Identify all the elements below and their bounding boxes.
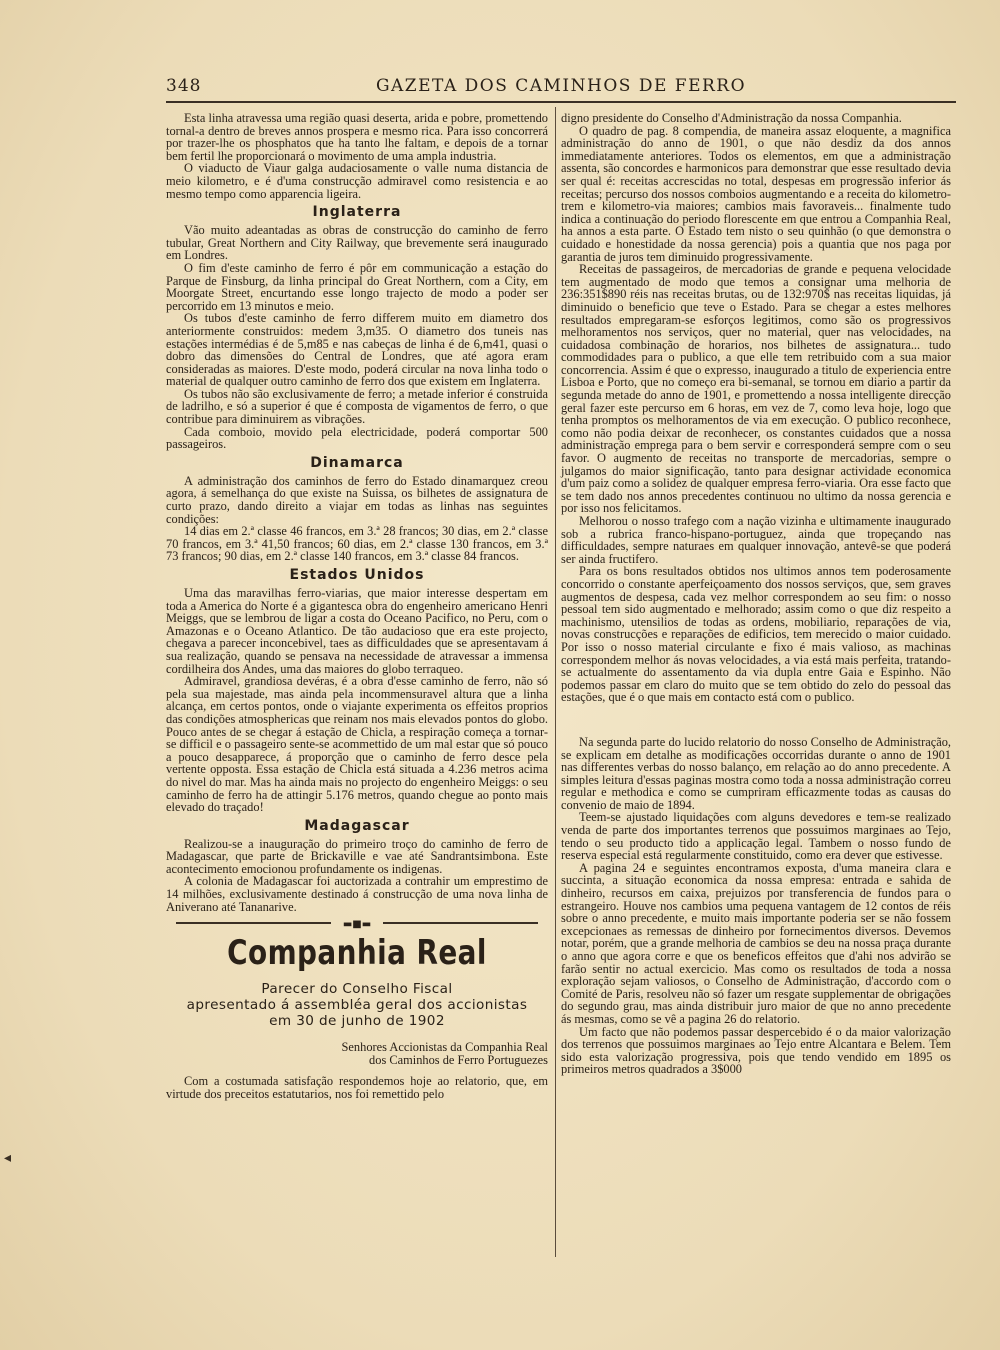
- paragraph: A pagina 24 e seguintes encontramos exposta, d'uma maneira clara e succinta, a situação economica da nossa empresa: entrada e sahida de dinheiro, recursos em caixa, prejuizos por transferencia de fundos para o estrangeiro. Houve nos cambios uma pequena vantagem de 12 contos de réis sobre o anno precedente, e muito mais importante poderia ser se não fossem excepcionaes as remessas de dinheiro por fornecimentos diversos. Devemos notar, porém, que a grande melhoria de cambios se deu na nossa praça durante o anno que agora corre e que os beneficos effeitos que d'ahi nos advirão se farão sentir no actual exercicio. Mas como os resultados de toda a nossa exploração sejam valiosos, o Conselho de Administração, d'accordo com o Comité de Paris, resolveu não só fazer um resgate supplementar de obrigações do segundo grau, mas ainda distribuir juro maior de que no anno precedente ás mesmas, como se vê a pagina 26 do relatorio.: [561, 860, 951, 1026]
- paragraph: Melhorou o nosso trafego com a nação vizinha e ultimamente inaugurado sob a rubrica franco-hispano-portuguez, ainda que tropeçando nas difficuldades, sempre naturaes em qualquer innovação, antevê-se que poderá ser ainda fructifero.: [561, 514, 951, 566]
- paragraph: 14 dias em 2.ª classe 46 francos, em 3.ª 28 francos; 30 dias, em 2.ª classe 70 francos, em 3.ª 41,50 francos; 60 dias, em 2.ª classe 130 francos, em 3.ª 73 francos; 90 dias, em 2.ª classe 140 francos, em 3.ª classe 84 francos.: [166, 524, 548, 564]
- article-subtitle-line-2: apresentado á assembléa geral dos accionistas: [186, 997, 528, 1014]
- paragraph: Teem-se ajustado liquidações com alguns devedores e tem-se realizado venda de parte dos importantes terrenos que possuimos marginaes ao Tejo, tendo o seu producto tido a applicação legal. Tambem o nosso fundo de reserva especial está regularmente constituido, como era dever que estivesse.: [561, 810, 951, 863]
- paragraph: Vão muito adeantadas as obras de construcção do caminho de ferro tubular, Great Northern and City Railway, que brevemente será inaugurado em Londres.: [166, 223, 548, 263]
- paragraph: Admiravel, grandiosa devéras, é a obra d'esse caminho de ferro, não só pela sua majestade, mas ainda pela incommensuravel altura que a linha alcança, em certos pontos, onde o viajante experimenta os effeitos proprios das condições atmosphericas que reinam nos mais elevados pontos do globo. Pouco antes de se chegar á estação de Chicla, a respiração começa a tornar-se difficil e o passageiro sente-se acommettido de um mal estar que só pouco a pouco desapparece, á proporção que o caminho de ferro desce pela vertente opposta. Essa estação de Chicla está situada a 4.236 metros acima do nivel do mar. Mas ha ainda mais no projecto do engenheiro Meiggs: o seu caminho de ferro ha de attingir 5.176 metros, quando chegue ao ponto mais elevado do traçado!: [166, 674, 548, 815]
- paragraph: O viaducto de Viaur galga audaciosamente o valle numa distancia de meio kilometro, e é d'uma construcção admiravel como resistencia e ao mesmo tempo como apparencia ligeira.: [166, 161, 548, 201]
- section-gap: [561, 704, 951, 736]
- right-column: [561, 112, 951, 1076]
- paragraph: Uma das maravilhas ferro-viarias, que maior interesse despertam em toda a America do Norte é a gigantesca obra do engenheiro americano Henri Meiggs, que se lembrou de ligar a costa do Oceano Pacifico, no Peru, com o Amazonas e o Oceano Atlantico. De tão audacioso que era este projecto, chegava a parecer inconcebivel, taes as difficuldades que se apresentavam á sua realização, quando se pensava na necessidade de atravessar a immensa cordilheira dos Andes, uma das maiores do globo terraqueo.: [166, 586, 548, 676]
- paragraph: digno presidente do Conselho d'Administração da nossa Companhia.: [561, 111, 902, 125]
- ornamental-divider: [166, 917, 548, 929]
- paragraph: Com a costumada satisfação respondemos hoje ao relatorio, que, em virtude dos preceitos estatutarios, nos foi remettido pelo: [166, 1074, 548, 1101]
- section-heading-inglaterra: Inglaterra: [312, 204, 402, 221]
- salutation-line-1: Senhores Accionistas da Companhia Real: [341, 1040, 548, 1055]
- paragraph: Para os bons resultados obtidos nos ultimos annos tem poderosamente concorrido o constante aperfeiçoamento dos nossos serviços, que, sem graves augmentos de despesa, cada vez melhor correspondem ao seu fim: o nosso pessoal tem sido augmentado e melhorado; assim como o que diz respeito a machinismo, utensilios de todas as ordens, mobiliario, reparações de via, novas construcções e reparações de edificios, tem merecido o maior cuidado. Por isso o nosso material circulante e fixo é mais valioso, as machinas correspondem melhor ás novas velocidades, a via está mais perfeita, tratando-se actualmente do assentamento da via dupla entre Gaia e Espinho. Não podemos passar em claro do muito que se tem obtido do zelo do pessoal das estações, que é o que mais em contacto está com o publico.: [561, 564, 951, 705]
- page-number: 348: [166, 76, 202, 96]
- section-heading-madagascar: Madagascar: [304, 817, 410, 834]
- paragraph: Cada comboio, movido pela electricidade, poderá comportar 500 passageiros.: [166, 424, 548, 452]
- paragraph: Os tubos não são exclusivamente de ferro; a metade inferior é construida de ladrilho, e só a superior é que é composta de vigamentos de ferro, o que contribue para diminuirem as vibrações.: [166, 386, 548, 427]
- salutation-line-2: dos Caminhos de Ferro Portuguezes: [369, 1053, 548, 1068]
- salutation: [166, 1041, 548, 1067]
- paragraph: O quadro de pag. 8 compendia, de maneira assaz eloquente, a magnifica administração do anno de 1901, o que não desdiz da dos annos immediatamente anteriores. Todos os elementos, em que a administração assenta, são concordes e harmonicos para demonstrar que esse resultado devia ser qual é: receitas accrescidas no total, despesas em progressão inferior ás receitas; percurso dos nossos comboios augmentando e a receita do kilometro-trem e kilometro-via maiores; cambios mais favoraveis... finalmente tudo indica a continuação do periodo florescente em que entrou a Companhia Real, ha annos a esta parte. O Estado tem nisto o seu quinhão (o que demonstra o cuidado e honestidade da nossa gerencia) pois a quantia que nos paga por garantia de juros tem diminuido progressivamente.: [561, 123, 951, 264]
- paragraph: O fim d'este caminho de ferro é pôr em communicação a estação do Parque de Finsburg, da linha principal do Great Northern, com a City, em Moorgate Street, encurtando esse longo trajecto de modo a poder ser percorrido em 13 minutos e meio.: [166, 260, 548, 313]
- article-subtitle-line-3: em 30 de junho de 1902: [269, 1013, 445, 1030]
- paragraph: Realizou-se a inauguração do primeiro troço do caminho de ferro de Madagascar, que parte de Brickaville e vae até Sandrantsimbona. Este acontecimento emocionou profundamente os indigenas.: [166, 836, 548, 876]
- running-title: GAZETA DOS CAMINHOS DE FERRO: [375, 76, 747, 96]
- divider-line-right: [383, 922, 538, 924]
- train-ornament-icon: ▬■▬: [342, 919, 372, 931]
- paragraph: Um facto que não podemos passar despercebido é o da maior valorização dos terrenos que possuimos marginaes ao Tejo entre Alcantara e Belem. Tem sido esta valorização progressiva, pois que tendo vendido em 1895 os primeiros metros quadrados a 3$000: [561, 1024, 951, 1077]
- header-rule: [166, 101, 956, 103]
- paragraph: A colonia de Madagascar foi auctorizada a contrahir um emprestimo de 14 milhões, exclusivamente destinado á construcção de uma nova linha de Aniverano até Tananarive.: [166, 874, 548, 914]
- article-subtitle-line-1: Parecer do Conselho Fiscal: [261, 981, 453, 998]
- paragraph: A administração dos caminhos de ferro do Estado dinamarquez creou agora, á semelhança do que existe na Suissa, os bilhetes de assignatura de curto prazo, dando direito a viajar em todas as linhas nas seguintes condições:: [166, 473, 548, 526]
- left-column: [166, 112, 548, 1100]
- paragraph: Os tubos d'este caminho de ferro differem muito em diametro dos anteriormente construidos: medem 3,m35. O diametro dos tuneis nas estações intermédias é de 5,m85 e nas cabeças de linha é de 6,m41, quasi o dobro das dimensões do Central de Londres, que até agora eram consideradas as maiores. D'este modo, poderá circular na nova linha todo o material de qualquer outro caminho de ferro dos que existem em Inglaterra.: [166, 311, 548, 389]
- paragraph: Esta linha atravessa uma região quasi deserta, arida e pobre, promettendo tornal-a dentro de breves annos prospera e mesmo rica. Para isso concorrerá por trazer-lhe os phosphatos que ha tanto lhe faltam, e depois de a tornar bem fertil lhe proporcionará o movimento de uma ampla industria.: [166, 111, 548, 163]
- paragraph: Na segunda parte do lucido relatorio do nosso Conselho de Administração, se explicam em detalhe as modificações occorridas durante o anno de 1901 nas differentes verbas do nosso balanço, em relação ao do anno precedente. A simples leitura d'essas paginas mostra como toda a nossa administração correu regular e methodica e como se cumpriram efficazmente todas as causas do convenio de maio de 1894.: [561, 734, 951, 812]
- column-divider: [555, 107, 556, 1257]
- divider-line-left: [176, 922, 331, 924]
- section-heading-estados-unidos: Estados Unidos: [289, 567, 425, 583]
- page-header: [166, 74, 956, 104]
- article-title: Companhia Real: [227, 933, 487, 974]
- section-heading-dinamarca: Dinamarca: [310, 454, 404, 471]
- paragraph: Receitas de passageiros, de mercadorias de grande e pequena velocidade tem augmentado de modo que temos a consignar uma melhoria de 236:351$890 réis nas receitas brutas, ou de 132:970$ nas receitas liquidas, já diminuido o beneficio que teve o Estado. Para se chegar a estes melhores resultados empregaram-se esforços legitimos, como são os progressivos melhoramentos nos serviços, quer no material, quer nas velocidades, na cuidadosa combinação de horarios, nos bilhetes de assignatura... tudo commodidades para o publico, a que elle tem retribuido com a sua maior concorrencia. Assim é que o expresso, inaugurado a titulo de experiencia entre Lisboa e Porto, que no começo era bi-semanal, se tornou em diario a partir da segunda metade do anno de 1901, e promettendo a nossa intelligente direcção geral fazer este percurso em 6 horas, em vez de 7, como leva hoje, logo que tenha promptos os melhoramentos de via em execução. O publico reconhece, como não podia deixar de reconhecer, os constantes cuidados que a nossa administração emprega para o bem servir e corresponderá sempre com o seu favor. O augmento de receitas no transporte de mercadorias, sempre o julgamos do maior significação, tanto para designar actividade economica d'um paiz como a solidez de qualquer empresa ferro-viaria. Ora esse facto que se tem dado nos annos precedentes continuou no ultimo da nossa gerencia e por isso nos felicitamos.: [561, 262, 951, 516]
- margin-mark-icon: ◂: [4, 1151, 12, 1166]
